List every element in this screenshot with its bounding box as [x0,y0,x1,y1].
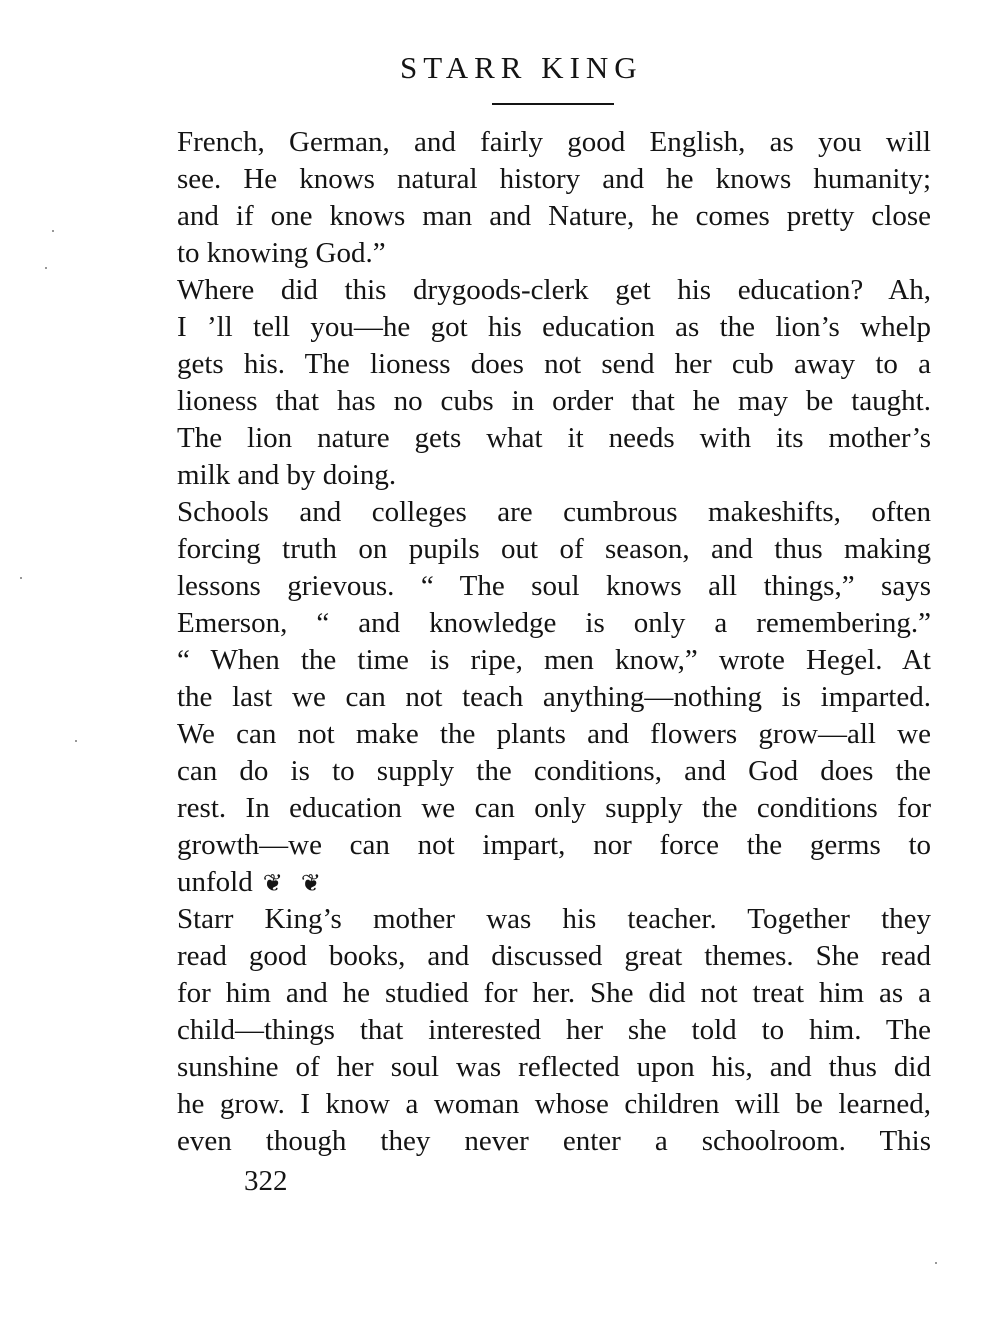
text-line: “ When the time is ripe, men know,” wrote Hegel. At [177,644,931,676]
text-line: and if one knows man and Nature, he comes pretty close [177,200,931,232]
text-line: growth—we can not impart, nor force the germs to [177,829,931,861]
text-line: even though they never enter a schoolroom. This [177,1125,931,1157]
text-line: gets his. The lioness does not send her cub away to a [177,348,931,380]
text-line: Starr King’s mother was his teacher. Together they [177,903,931,935]
scan-speck [935,1262,937,1264]
text-line: the last we can not teach anything—nothing is imparted. [177,681,931,713]
text-line: to knowing God.” [177,237,386,269]
text-line: sunshine of her soul was reflected upon his, and thus did [177,1051,931,1083]
text-line: Emerson, “ and knowledge is only a remembering.” [177,607,931,639]
scan-speck [52,230,54,232]
text-line: French, German, and fairly good English, as you will [177,126,931,158]
text-line: We can not make the plants and flowers grow—all we [177,718,931,750]
text-line: can do is to supply the conditions, and God does the [177,755,931,787]
text-line: lioness that has no cubs in order that he may be taught. [177,385,931,417]
text-line: see. He knows natural history and he knows humanity; [177,163,931,195]
text-line: The lion nature gets what it needs with its mother’s [177,422,931,454]
page-number: 322 [244,1165,288,1197]
text-line: forcing truth on pupils out of season, and thus making [177,533,931,565]
text-line: rest. In education we can only supply the conditions for [177,792,931,824]
text-line: milk and by doing. [177,459,397,491]
text-line: Where did this drygoods-clerk get his education? Ah, [177,274,931,306]
text-line: read good books, and discussed great themes. She read [177,940,931,972]
scan-speck [20,577,22,579]
text-line: for him and he studied for her. She did not treat him as a [177,977,931,1009]
text-line: lessons grievous. “ The soul knows all things,” says [177,570,931,602]
scan-speck [45,267,47,269]
text-line: he grow. I know a woman whose children will be learned, [177,1088,931,1120]
fleuron-ornament-icon: ❦ ❦ [262,871,327,897]
text-line: Schools and colleges are cumbrous makeshifts, often [177,496,931,528]
text-line-with-ornament [177,864,931,901]
head-rule [492,103,614,105]
scan-speck [75,740,77,742]
text-line: I ’ll tell you—he got his education as the lion’s whelp [177,311,931,343]
body-text [177,124,931,1160]
text-line: unfold [177,866,253,898]
text-line: child—things that interested her she told to him. The [177,1014,931,1046]
running-head: STARR KING [400,50,643,85]
